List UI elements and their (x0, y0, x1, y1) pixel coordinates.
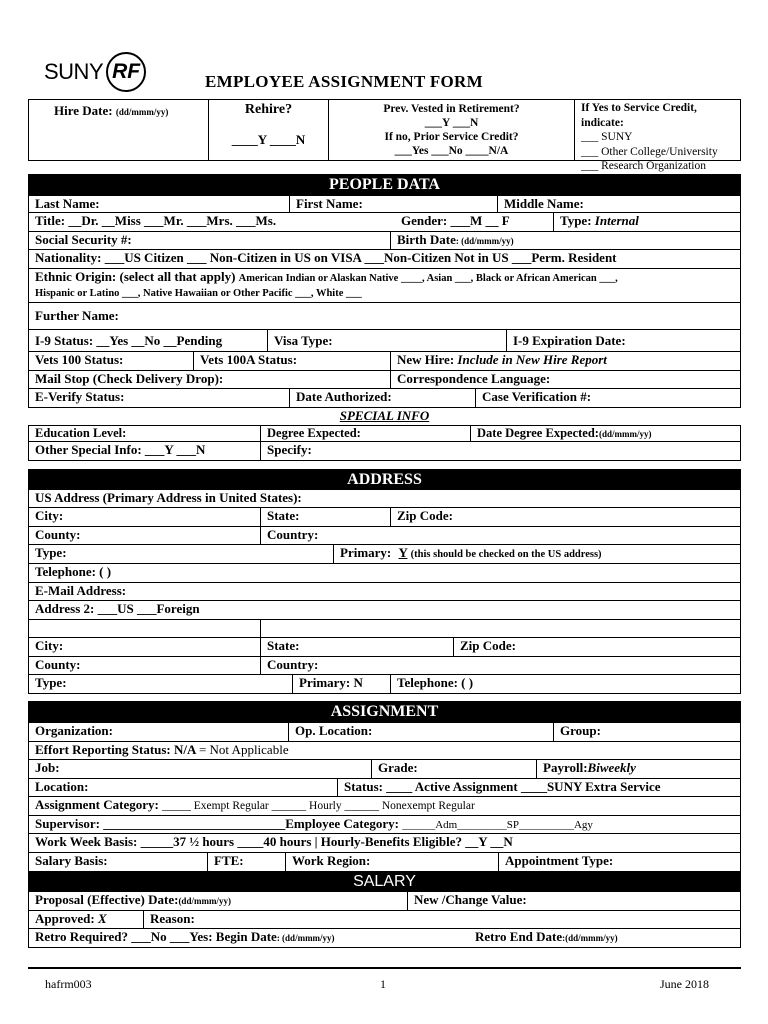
appointment-type-field[interactable]: Appointment Type: (505, 853, 614, 868)
assignment-category-label: Assignment Category: (35, 797, 159, 812)
title-row (28, 213, 741, 232)
work-week-row (28, 834, 741, 853)
vets100-field[interactable]: Vets 100 Status: (29, 352, 194, 370)
retro-label: Retro Required? ___No ___Yes: Begin Date (35, 929, 277, 944)
logo-suny-text: SUNY (44, 59, 104, 84)
name-row (28, 195, 741, 213)
new-hire-label: New Hire: (397, 352, 455, 367)
job-field[interactable]: Job: (29, 760, 372, 778)
retro-end-label: Retro End Date (475, 929, 563, 944)
city-row (28, 508, 741, 527)
address2-options[interactable]: Address 2: ___US ___Foreign (35, 601, 200, 616)
sc-other-option[interactable]: ___ Other College/University (581, 145, 718, 158)
address2-line-row (28, 620, 741, 638)
everify-row (28, 389, 741, 408)
i9-expiration-field[interactable]: I-9 Expiration Date: (513, 333, 626, 348)
hire-date-label: Hire Date: (54, 103, 113, 118)
primary-note: (this should be checked on the US address) (410, 549, 602, 560)
state-field[interactable]: State: (261, 508, 391, 526)
further-name-row (28, 303, 741, 330)
work-week-options[interactable]: Work Week Basis: _____37 ½ hours ____40 hours | Hourly-Benefits Eligible? __Y __N (35, 834, 513, 849)
country-field[interactable]: Country: (267, 527, 319, 542)
type-row (28, 545, 741, 564)
i9-row (28, 330, 741, 352)
proposal-date-field[interactable] (29, 892, 408, 910)
organization-row (28, 723, 741, 742)
zip2-field[interactable]: Zip Code: (460, 638, 516, 653)
hire-date-cell[interactable] (29, 100, 209, 160)
service-credit-label: If Yes to Service Credit, indicate: (581, 102, 697, 129)
ssn-row (28, 232, 741, 250)
assignment-bar: ASSIGNMENT (28, 701, 741, 723)
correspondence-language-field[interactable]: Correspondence Language: (397, 371, 551, 386)
prev-vested-options[interactable]: ___Y ___N (424, 117, 479, 129)
type-label: Type: (560, 213, 592, 228)
effort-value: = Not Applicable (198, 742, 289, 757)
prev-vested-cell[interactable] (329, 100, 575, 160)
grade-field[interactable]: Grade: (372, 760, 537, 778)
date-degree-format: (dd/mmm/yy) (598, 429, 652, 439)
retro-row (28, 929, 741, 948)
type-value: Internal (594, 213, 639, 228)
suny-rf-logo (44, 52, 146, 92)
salary-bar: SALARY (28, 872, 741, 892)
nationality-row (28, 250, 741, 269)
prior-service-options[interactable]: ___Yes ___No ____N/A (394, 145, 509, 157)
supervisor-field[interactable]: Supervisor: ____________________________ (35, 816, 286, 831)
email-field[interactable]: E-Mail Address: (35, 583, 127, 598)
other-special-row (28, 442, 741, 461)
rehire-cell[interactable] (209, 100, 329, 160)
employee-category-label: Employee Category: (285, 816, 399, 831)
footer-divider (28, 967, 741, 969)
address-type-field[interactable]: Type: (29, 545, 334, 563)
logo-rf-circle: RF (106, 52, 146, 92)
sc-research-option[interactable]: ___ Research Organization (581, 160, 706, 172)
birth-date-format: : (dd/mmm/yy) (455, 236, 514, 246)
nationality-options[interactable]: Nationality: ___US Citizen ___ Non-Citizen in US on VISA ___Non-Citizen Not in US ___Perm. Resident (35, 250, 617, 265)
effort-label: Effort Reporting Status: N/A (35, 742, 196, 757)
assignment-category-options[interactable]: _____ Exempt Regular ______ Hourly ______ Nonexempt Regular (162, 800, 475, 812)
sc-suny-option[interactable]: ___ SUNY (581, 131, 633, 143)
email-row (28, 583, 741, 601)
new-change-value-field[interactable]: New /Change Value: (414, 892, 527, 907)
telephone2-field[interactable]: Telephone: ( ) (397, 675, 474, 690)
special-info-title: SPECIAL INFO (339, 408, 430, 423)
degree-expected-field[interactable]: Degree Expected: (261, 426, 471, 441)
proposal-format: (dd/mmm/yy) (178, 896, 231, 906)
gender-options[interactable]: Gender: ___M __ F (395, 213, 554, 231)
work-region-field[interactable]: Work Region: (286, 853, 499, 871)
payroll-value: Biweekly (587, 760, 636, 775)
salary-basis-row (28, 853, 741, 872)
further-name-field[interactable]: Further Name: (35, 308, 119, 323)
ethnic-label: Ethnic Origin: (select all that apply) (35, 269, 236, 284)
us-address-row (28, 490, 741, 508)
address2-type-field[interactable]: Type: (29, 675, 293, 693)
employee-category-options[interactable]: ______Adm_________SP__________Agy (402, 819, 593, 831)
ssn-field[interactable]: Social Security #: (29, 232, 391, 249)
case-verification-field[interactable]: Case Verification #: (482, 389, 592, 404)
primary2-field[interactable]: Primary: N (293, 675, 391, 693)
education-level-field[interactable]: Education Level: (29, 426, 261, 441)
effort-row (28, 742, 741, 760)
ethnic-options-2[interactable]: Hispanic or Latino ___, Native Hawaiian or Other Pacific ___, White ___ (35, 288, 362, 299)
fte-field[interactable]: FTE: (208, 853, 286, 871)
county2-field[interactable]: County: (29, 657, 261, 674)
people-data-bar: PEOPLE DATA (28, 174, 741, 195)
primary-value[interactable]: Y (398, 545, 408, 560)
location-field[interactable]: Location: (29, 779, 338, 796)
header-box (28, 99, 741, 172)
date-degree-label: Date Degree Expected: (477, 426, 599, 440)
birth-date-label: Birth Date (397, 232, 456, 247)
vets-row (28, 352, 741, 371)
zip-field[interactable]: Zip Code: (397, 508, 453, 523)
approved-value[interactable]: X (97, 911, 107, 926)
birth-date-field[interactable] (391, 232, 740, 249)
county2-row (28, 657, 741, 675)
education-row (28, 425, 741, 442)
supervisor-row (28, 816, 741, 834)
country2-field[interactable]: Country: (267, 657, 319, 672)
approved-label: Approved: (35, 911, 95, 926)
first-name-field[interactable]: First Name: (290, 196, 498, 212)
us-address-field[interactable]: US Address (Primary Address in United States): (35, 490, 302, 505)
ethnic-options-1[interactable]: American Indian or Alaskan Native ____, Asian ___, Black or African American ___, (238, 273, 618, 284)
retro-begin-format: : (dd/mmm/yy) (276, 933, 335, 943)
service-credit-cell[interactable] (575, 100, 740, 172)
city2-field[interactable]: City: (29, 638, 261, 656)
retro-end-field[interactable] (469, 929, 740, 947)
city2-row (28, 638, 741, 657)
footer-form-code: hafrm003 (45, 977, 92, 991)
i9-status-options[interactable]: I-9 Status: __Yes __No __Pending (29, 330, 268, 351)
specify-field[interactable]: Specify: (267, 442, 312, 457)
footer-date: June 2018 (660, 977, 709, 991)
location-row (28, 779, 741, 797)
prior-service-label: If no, Prior Service Credit? (384, 131, 519, 143)
rehire-label: Rehire? (244, 102, 293, 117)
other-special-options[interactable]: Other Special Info: ___Y ___N (29, 442, 261, 460)
ethnic-row (28, 269, 741, 303)
payroll-label: Payroll: (543, 760, 588, 775)
title-options[interactable]: Title: __Dr. __Miss ___Mr. ___Mrs. ___Ms. (35, 213, 277, 228)
prev-vested-label: Prev. Vested in Retirement? (383, 103, 520, 115)
retro-end-format: :(dd/mmm/yy) (562, 933, 618, 943)
address2-row (28, 601, 741, 620)
footer-page-number: 1 (380, 977, 386, 991)
county-field[interactable]: County: (29, 527, 261, 544)
everify-field[interactable]: E-Verify Status: (29, 389, 290, 407)
group-field[interactable]: Group: (560, 723, 601, 738)
address2-line-right[interactable] (261, 620, 740, 637)
job-row (28, 760, 741, 779)
new-hire-value: Include in New Hire Report (457, 352, 607, 367)
address2-line-left[interactable] (29, 620, 261, 637)
middle-name-field[interactable]: Middle Name: (504, 196, 584, 211)
vets100a-field[interactable]: Vets 100A Status: (194, 352, 391, 370)
date-authorized-field[interactable]: Date Authorized: (290, 389, 476, 407)
category-row (28, 797, 741, 816)
city-field[interactable]: City: (29, 508, 261, 526)
state2-field[interactable]: State: (261, 638, 454, 656)
mail-stop-field[interactable]: Mail Stop (Check Delivery Drop): (29, 371, 391, 388)
last-name-field[interactable]: Last Name: (29, 196, 290, 212)
mail-stop-row (28, 371, 741, 389)
rehire-options[interactable]: ____Y ____N (231, 132, 306, 147)
retro-required-field[interactable] (29, 929, 469, 947)
telephone-row (28, 564, 741, 583)
telephone-field[interactable]: Telephone: ( ) (35, 564, 112, 579)
reason-field[interactable]: Reason: (150, 911, 195, 926)
status-options[interactable]: Status: ____ Active Assignment ____SUNY Extra Service (344, 779, 661, 794)
date-degree-field[interactable] (471, 426, 740, 441)
primary-label: Primary: (340, 545, 392, 560)
approved-row (28, 911, 741, 929)
form-title: EMPLOYEE ASSIGNMENT FORM (205, 72, 483, 91)
proposal-label: Proposal (Effective) Date: (35, 892, 179, 907)
type2-row (28, 675, 741, 694)
county-row (28, 527, 741, 545)
proposal-row (28, 892, 741, 911)
organization-field[interactable]: Organization: (29, 723, 289, 741)
hire-date-format: (dd/mmm/yy) (115, 107, 169, 117)
salary-basis-field[interactable]: Salary Basis: (29, 853, 208, 871)
op-location-field[interactable]: Op. Location: (289, 723, 554, 741)
address-bar: ADDRESS (28, 469, 741, 490)
visa-type-field[interactable]: Visa Type: (268, 330, 507, 351)
